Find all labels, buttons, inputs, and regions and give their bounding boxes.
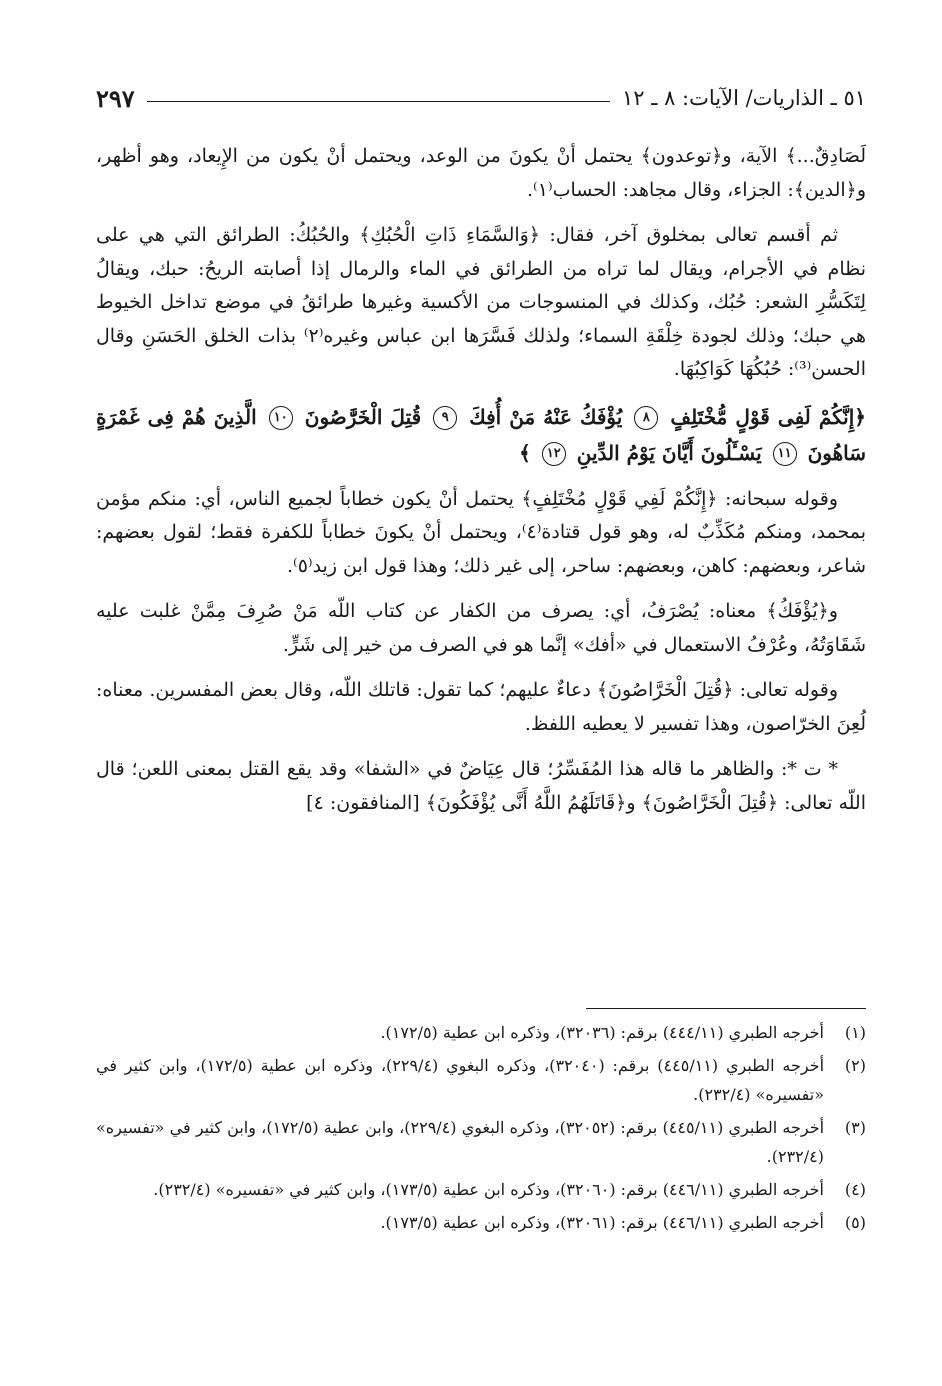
ornate-bracket-open: ﴿ (854, 404, 867, 429)
verse-text: يُؤْفَكُ عَنْهُ مَنْ أُفِكَ (469, 404, 623, 429)
footnote (96, 1175, 866, 1204)
footnote-number: (٢) (844, 1056, 866, 1075)
footnote-number: (٣) (844, 1118, 866, 1137)
paragraph: و﴿يُؤْفَكُ﴾ معناه: يُصْرَفُ، أي: يصرف من الكفار عن كتاب اللّه مَنْ صُرِفَ مِمَّنْ غلبت عليه شَقَاوَتُهُ، وعُرْفُ الاستعمال في «أفك» إنَّما هو في الصرف من خير إلى شَرٍّ. (96, 600, 866, 656)
footnote-separator (586, 1008, 866, 1009)
page-number: ٢٩٧ (96, 83, 135, 113)
quran-verses (96, 399, 866, 471)
footnote-number: (١) (844, 1023, 866, 1042)
footnote-text: أخرجه الطبري (٤٤٥/١١) برقم: (٣٢٠٤٠)، وذكره البغوي (٢٢٩/٤)، وذكره ابن عطية (١٧٢/٥)، وابن كثير في «تفسيره» (٢٣٢/٤). (96, 1056, 825, 1104)
verse-text: إِنَّكُمْ لَفِى قَوْلٍ مُّخْتَلِفٍ (670, 404, 855, 429)
footnote-number: (٥) (844, 1213, 866, 1232)
ayah-number-marker: ١٠ (269, 406, 293, 430)
footnote-number: (٤) (844, 1180, 866, 1199)
footnote-text: أخرجه الطبري (٤٤٦/١١) برقم: (٣٢٠٦١)، وذكره ابن عطية (١٧٣/٥). (380, 1213, 824, 1232)
verse-text: قُتِلَ الْخَرَّٰصُونَ (304, 404, 422, 429)
footnote-text: أخرجه الطبري (٤٤٥/١١) برقم: (٣٢٠٥٢)، وذكره البغوي (٢٢٩/٤)، وابن عطية (١٧٢/٥)، وابن كثير في «تفسيره» (٢٣٢/٤). (96, 1118, 825, 1166)
footnote-text: أخرجه الطبري (٤٤٦/١١) برقم: (٣٢٠٦٠)، وذكره ابن عطية (١٧٣/٥)، وابن كثير في «تفسيره» (٢٣٢/٤). (153, 1180, 824, 1199)
footnote (96, 1018, 866, 1047)
footnote (96, 1051, 866, 1109)
footnote (96, 1113, 866, 1171)
footnote-text: أخرجه الطبري (٤٤٤/١١) برقم: (٣٢٠٣٦)، وذكره ابن عطية (١٧٢/٥). (380, 1023, 824, 1042)
main-text (96, 140, 866, 832)
paragraph: ثم أقسم تعالى بمخلوق آخر، فقال: ﴿وَالسَّمَاءِ ذَاتِ الْحُبُكِ﴾ والحُبُكُ: الطرائق التي هي على نظام في الأجرام، ويقال لما تراه من الطرائق في الماء والرمال إذا أصابته الريحُ: حبك، ويقالُ لِتَكَسُّرِ الشعر: حُبُك، وكذلك في المنسوجات من الأكسية وغيرها طرائقُ في موضع تداخل الخيوط هي حبك؛ وذلك لجودة خِلْقَةِ السماء؛ ولذلك فَسَّرَها ابن عباس وغيره⁽٢⁾ بذات الخلق الحَسَنِ وقال الحسن⁽³⁾: حُبُكُهَا كَوَاكِبُهَا. (96, 224, 866, 380)
ayah-number-marker: ٨ (634, 406, 658, 430)
ayah-number-marker: ٩ (433, 406, 457, 430)
paragraph: * ت *: والظاهر ما قاله هذا المُفَسِّرُ؛ قال عِيَاضٌ في «الشفا» وقد يقع القتل بمعنى اللعن؛ قال اللّه تعالى: ﴿قُتِلَ الْخَرَّاصُونَ﴾ و﴿قَاتَلَهُمُ اللَّهُ أَنَّى يُؤْفَكُونَ﴾ [المنافقون: ٤] (96, 758, 866, 814)
ornate-bracket-close: ﴾ (519, 440, 531, 465)
chapter-heading: ٥١ ـ الذاريات/ الآيات: ٨ ـ ١٢ (622, 86, 866, 110)
verse-text: الَّذِينَ هُمْ فِى غَمْرَةٍ سَاهُونَ (96, 404, 866, 465)
ayah-number-marker: ١١ (773, 442, 797, 466)
header-rule (147, 101, 610, 102)
footnote (96, 1208, 866, 1237)
paragraph: لَصَادِقٌ...﴾ الآية، و﴿توعدون﴾ يحتمل أنْ يكونَ من الوعد، ويحتمل أنْ يكون من الإِيعاد، وهو أظهر، و﴿الدين﴾: الجزاء، وقال مجاهد: الحساب⁽١⁾. (96, 145, 866, 201)
footnotes (96, 1018, 866, 1241)
paragraph: وقوله تعالى: ﴿قُتِلَ الْخَرَّاصُونَ﴾ دعاءٌ عليهم؛ كما تقول: قاتلك اللّه، وقال بعض المفسرين. معناه: لُعِنَ الخرّاصون، وهذا تفسير لا يعطيه اللفظ. (96, 679, 866, 735)
verse-text: يَسْـَٔلُونَ أَيَّانَ يَوْمُ الدِّينِ (576, 440, 762, 465)
paragraph: وقوله سبحانه: ﴿إِنَّكُمْ لَفِي قَوْلٍ مُخْتَلِفٍ﴾ يحتمل أنْ يكون خطاباً لجميع الناس، أي: منكم مؤمن بمحمد، ومنكم مُكَذِّبٌ له، وهو قول قتادة⁽٤⁾، ويحتمل أنْ يكونَ خطاباً للكفرة فقط؛ لقول بعضهم: شاعر، وبعضهم: كاهن، وبعضهم: ساحر، إلى غير ذلك؛ وهذا قول ابن زيد⁽٥⁾. (96, 487, 866, 577)
ayah-number-marker: ١٢ (542, 442, 566, 466)
page-header (96, 78, 866, 118)
